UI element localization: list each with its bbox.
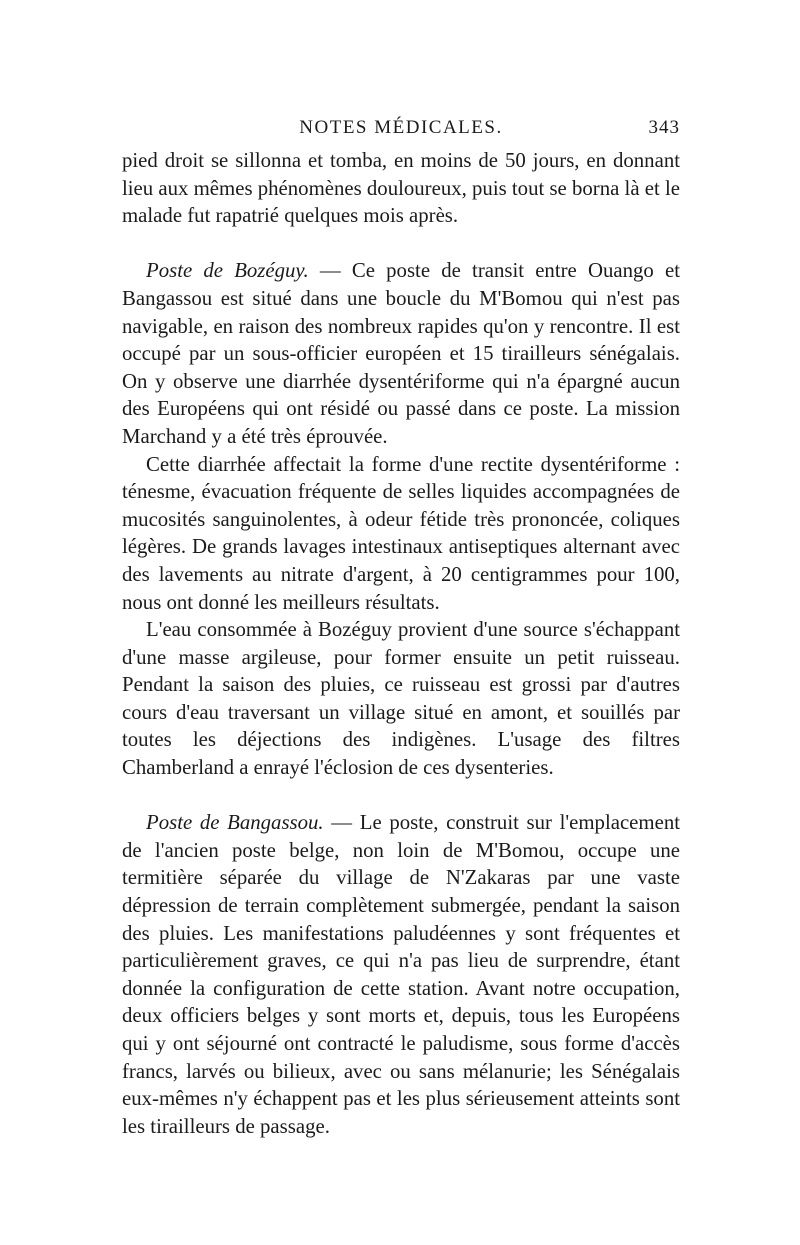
paragraph-text: — Le poste, construit sur l'emplacement de l'ancien poste belge, non loin de M'Bomou, occupe une termitière séparée du village de N'Zakaras par une vaste dépression de terrain complètement submergée, pendant la saison des pluies. Les manifestations paludéennes y sont fréquentes et particulièrement graves, ce qui n'a pas lieu de surprendre, étant donnée la configuration de cette station. Avant notre occupation, deux officiers belges y sont morts et, depuis, tous les Européens qui y ont séjourné ont contracté le paludisme, sous forme d'accès francs, larvés ou bilieux, avec ou sans mélanurie; les Sénégalais eux-mêmes n'y échappent pas et les plus sérieusement atteints sont les tirailleurs de passage. <box>122 811 680 1138</box>
running-title: NOTES MÉDICALES. <box>299 117 503 138</box>
section-heading-bangassou: Poste de Bangassou. <box>146 811 324 835</box>
section-heading-bozeguy: Poste de Bozéguy. <box>146 259 309 283</box>
paragraph-continuation: pied droit se sillonna et tomba, en moins de 50 jours, en donnant lieu aux mêmes phénomènes douloureux, puis tout se borna là et le malade fut rapatrié quelques mois après. <box>122 149 680 228</box>
paragraph-text: — Ce poste de transit entre Ouango et Bangassou est situé dans une boucle du M'Bomou qui n'est pas navigable, en raison des nombreux rapides qu'on y rencontre. Il est occupé par un sous-officier européen et 15 tirailleurs sénégalais. On y observe une diarrhée dysentériforme qui n'a épargné aucun des Européens qui ont résidé ou passé dans ce poste. La mission Marchand y a été très éprouvée. <box>122 259 680 448</box>
paragraph-poste-bozeguy <box>122 257 680 450</box>
body-text <box>122 147 680 1140</box>
paragraph-diarrhee: Cette diarrhée affectait la forme d'une rectite dysentériforme : ténesme, évacuation fréquente de selles liquides accompagnées de mucosités sanguinolentes, à odeur fétide très prononcée, coliques légères. De grands lavages intestinaux antiseptiques alternant avec des lavements au nitrate d'argent, à 20 centigrammes pour 100, nous ont donné les meilleurs résultats. <box>122 452 680 614</box>
page-number: 343 <box>648 117 680 138</box>
paragraph-poste-bangassou <box>122 809 680 1140</box>
running-header <box>122 116 680 140</box>
paragraph-eau: L'eau consommée à Bozéguy provient d'une source s'échappant d'une masse argileuse, pour former ensuite un petit ruisseau. Pendant la saison des pluies, ce ruisseau est grossi par d'autres cours d'eau traversant un village situé en amont, et souillés par toutes les déjections des indigènes. L'usage des filtres Chamberland a enrayé l'éclosion de ces dysenteries. <box>122 618 680 780</box>
